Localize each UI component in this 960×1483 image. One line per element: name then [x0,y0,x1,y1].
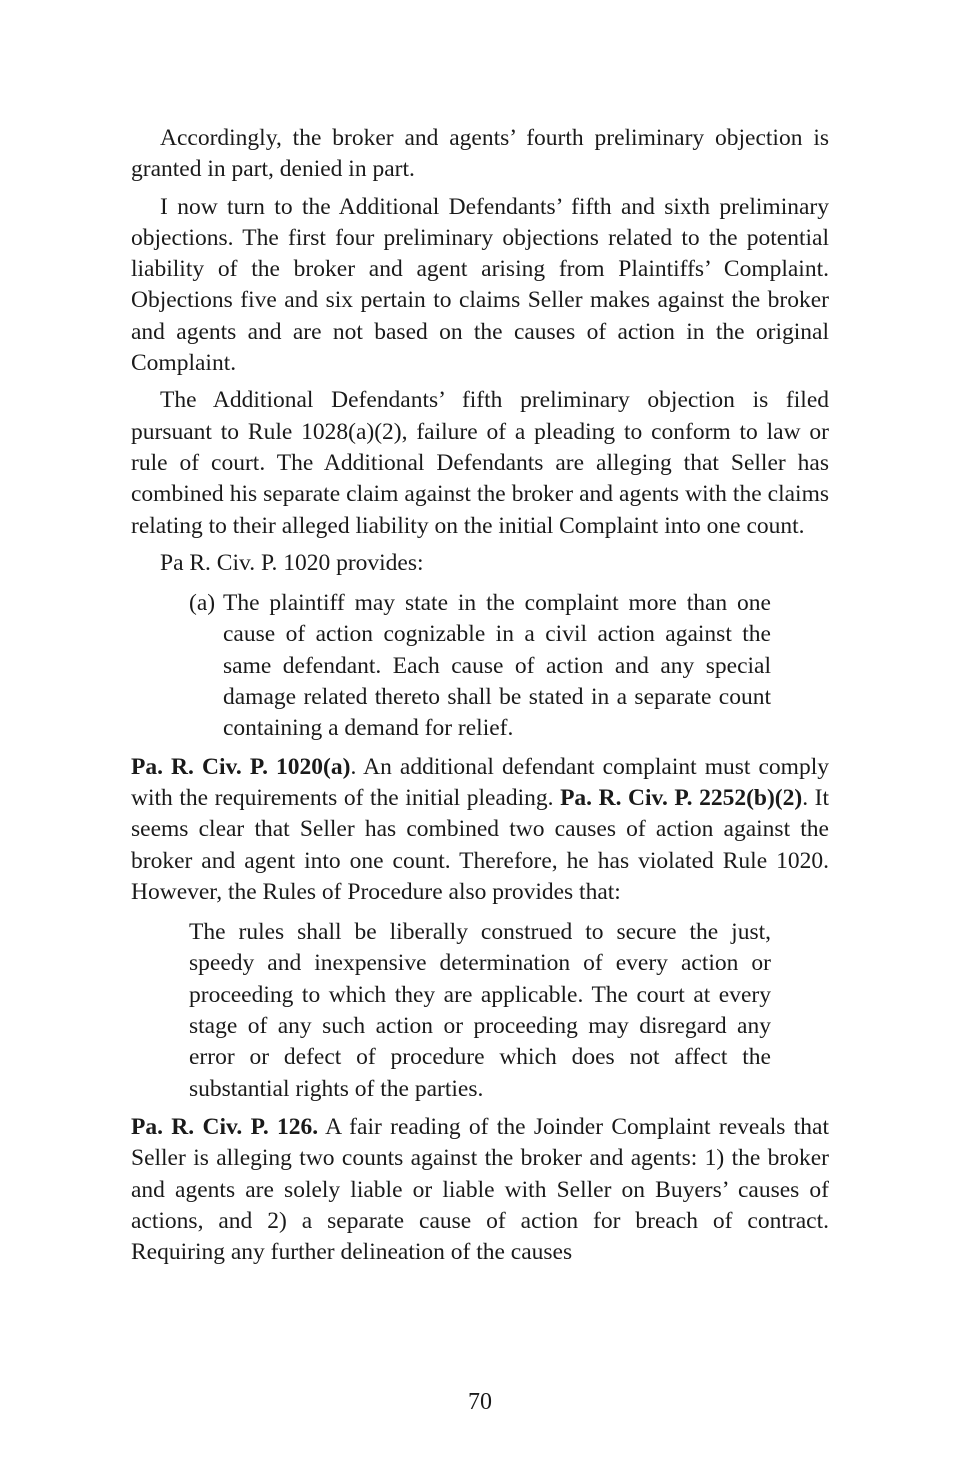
paragraph-3: The Additional Defendants’ fifth preliminary objection is filed pursuant to Rule 1028(a)(2), failure of a pleading to conform to law or rule of court. The Additional Defendants are alleging that Seller has combined his separate claim against the broker and agents with the claims relating to their alleged liability on the initial Complaint into one count. [131,387,829,539]
paragraph-1: Accordingly, the broker and agents’ fourth preliminary objection is granted in part, denied in part. [131,125,829,183]
page-body [131,123,829,1268]
paragraph-6-text: A fair reading of the Joinder Complaint reveals that Seller is alleging two counts against the broker and agents: 1) the broker and agents are solely liable or liable with Seller on Buyers’ causes of actions, and 2) a separate cause of action for breach of contract. Requiring any further delineation of the causes [131,1113,829,1266]
rule-126-quote: The rules shall be liberally construed to secure the just, speedy and inexpensive determination of every action or proceeding to which they are applicable. The court at every stage of any such action or proceeding may disregard any error or defect of procedure which does not affect the substantial rights of the parties. [189,919,771,1102]
paragraph-5 [131,752,829,908]
paragraph-4: Pa R. Civ. P. 1020 provides: [160,549,424,576]
paragraph-5-text-2: . It seems clear that Seller has combined two causes of action against the broker and agent into one count. Therefore, he has violated Rule 1020. However, the Rules of Procedure also provides that: [131,784,829,905]
citation-rule-1020a: Pa. R. Civ. P. 1020(a) [131,753,351,780]
quote-item-label: (a) [189,590,216,617]
citation-rule-126: Pa. R. Civ. P. 126. [131,1113,319,1140]
rule-1020-quote [189,588,771,744]
paragraph-2: I now turn to the Additional Defendants’ fifth and sixth preliminary objections. The first four preliminary objections related to the potential liability of the broker and agent arising from Plaintiffs’ Complaint. Objections five and six pertain to claims Seller makes against the broker and agents and are not based on the causes of action in the original Complaint. [131,193,829,377]
page-number: 70 [468,1389,492,1415]
citation-rule-2252: Pa. R. Civ. P. 2252(b)(2) [560,784,803,811]
paragraph-6 [131,1112,829,1268]
paragraph-5-text-1: . An additional defendant complaint must comply with the requirements of the initial pleading. [131,753,829,811]
quote-item-text: The plaintiff may state in the complaint more than one cause of action cognizable in a civil action against the same defendant. Each cause of action and any special damage related thereto shall be stated in a separate count containing a demand for relief. [223,590,771,742]
